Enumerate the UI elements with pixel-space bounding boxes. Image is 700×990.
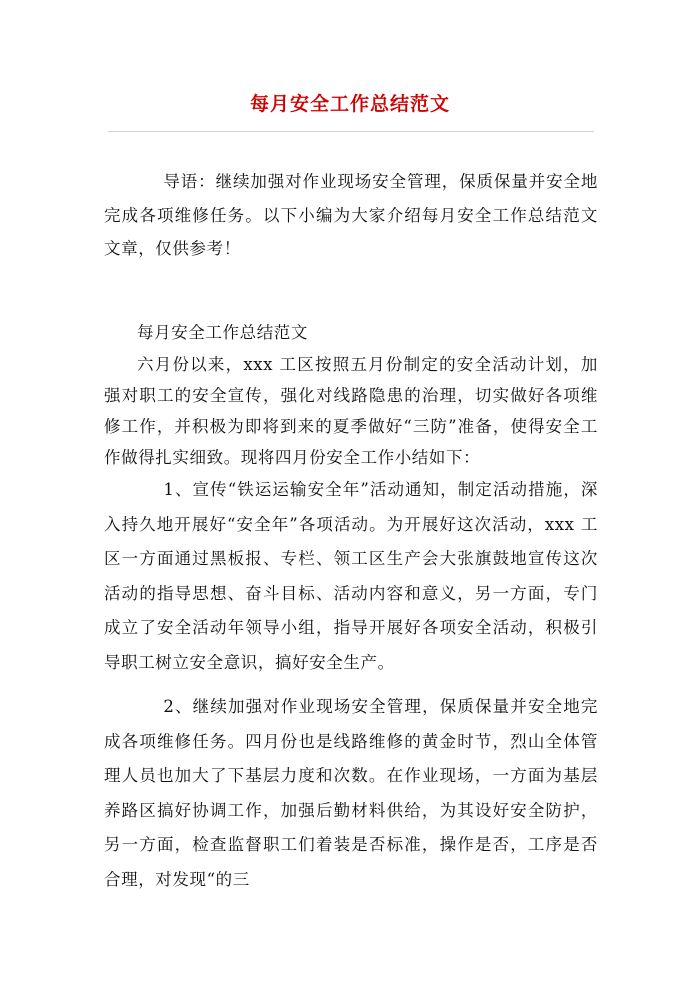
body-paragraph: 六月份以来，xxx 工区按照五月份制定的安全活动计划，加强对职工的安全宣传，强化对线路隐患的治理，切实做好各项维修工作，并积极为即将到来的夏季做好“三防”准备，使得安全工作做得扎实细致。现将四月份安全工作小结如下：: [104, 355, 598, 467]
document-title: 每月安全工作总结范文: [249, 93, 450, 115]
title-divider: [108, 131, 594, 132]
section-subtitle: 每月安全工作总结范文: [137, 322, 308, 342]
numbered-item-2: 2、继续加强对作业现场安全管理，保质保量并安全地完成各项维修任务。四月份也是线路维修的黄金时节，烈山全体管理人员也加大了下基层力度和次数。在作业现场，一方面为基层养路区搞好协调工作，加强后勤材料供给，为其设好安全防护，另一方面，检查监督职工们着装是否标准，操作是否，工序是否合理，对发现“的三: [104, 697, 598, 889]
intro-paragraph: 导语：继续加强对作业现场安全管理，保质保量并安全地完成各项维修任务。以下小编为大家介绍每月安全工作总结范文文章，仅供参考！: [104, 172, 598, 258]
paragraph-gap: [104, 680, 598, 690]
document-body: [104, 165, 598, 897]
numbered-item-1: 1、宣传“铁运运输安全年”活动通知，制定活动措施，深入持久地开展好“安全年”各项活动。为开展好这次活动，xxx 工区一方面通过黑板报、专栏、领工区生产会大张旗鼓地宣传这次活动的指导思想、奋斗目标、活动内容和意义，另一方面，专门成立了安全活动年领导小组，指导开展好各项安全活动，积极引导职工树立安全意识，搞好安全生产。: [104, 480, 598, 672]
